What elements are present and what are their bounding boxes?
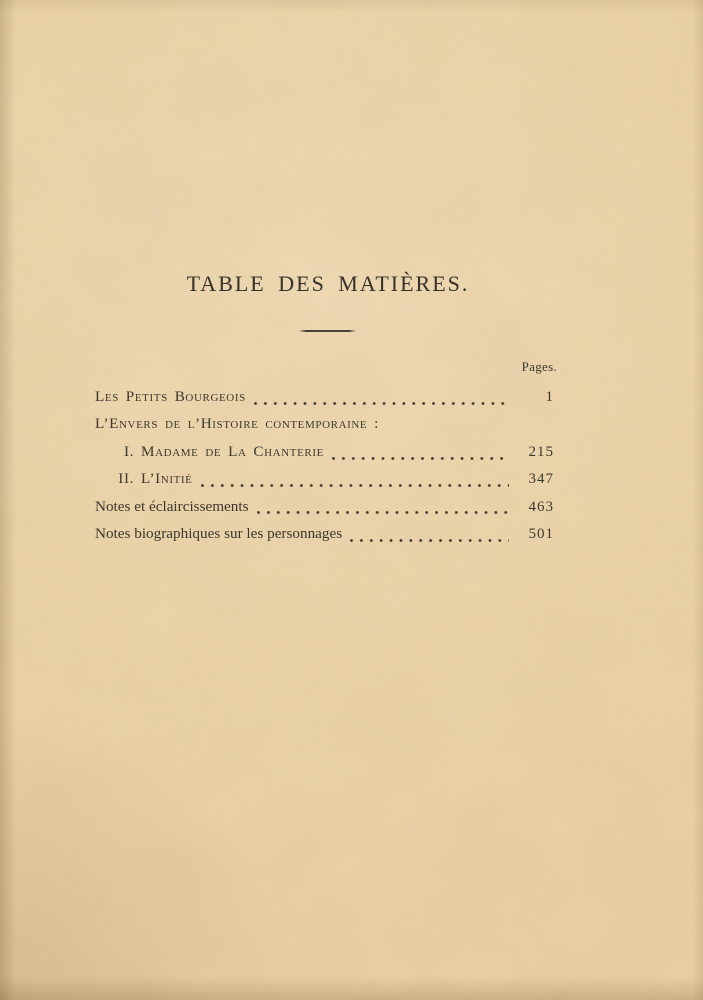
page-title: TABLE DES MATIÈRES. [186,271,470,296]
entry-roman-numeral: I. [123,442,134,460]
dot-leader [387,429,509,432]
toc-entry [95,493,567,520]
toc-entry [95,410,567,437]
entry-label: Madame de La Chanterie [141,442,324,460]
dot-leader [201,484,509,487]
toc-entry [95,383,567,410]
entry-label: L’Envers de l’Histoire contemporaine : [95,415,379,433]
entry-label: L’Initié [141,470,193,488]
title-rule [299,330,356,332]
dot-leader [254,402,509,405]
entry-roman-numeral: II. [118,470,134,488]
table-of-contents [95,353,567,547]
entry-label: Notes biographiques sur les personnages [95,524,343,542]
entry-label: Les Petits Bourgeois [95,388,246,405]
dot-leader [257,511,509,514]
entry-page-number: 501 [528,525,554,542]
dot-leader [332,457,509,460]
dot-leader [350,539,509,542]
toc-entry [95,465,567,492]
entry-label: Notes et éclaircissements [95,497,249,515]
pages-column-header: Pages. [521,359,557,374]
entry-page-number: 1 [545,389,554,405]
entry-page-number: 463 [528,498,554,515]
toc-entry [95,520,567,547]
entry-page-number: 347 [528,471,554,488]
entry-page-number: 215 [528,443,554,460]
toc-entry [95,438,567,465]
